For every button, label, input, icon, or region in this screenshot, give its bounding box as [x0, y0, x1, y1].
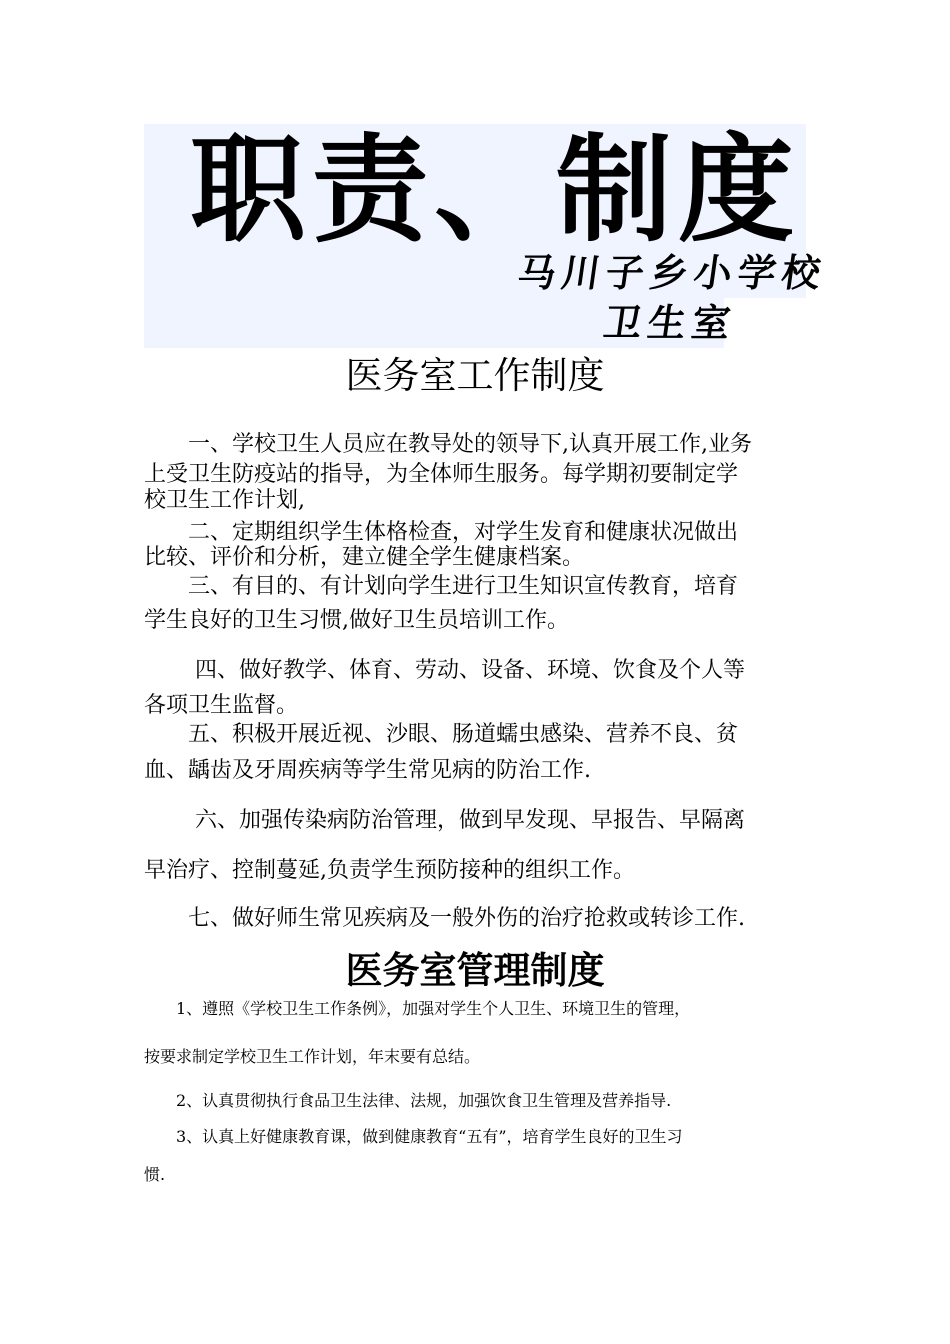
text-line: 3、认真上好健康教育课，做到健康教育“五有”，培育学生良好的卫生习	[144, 1127, 683, 1146]
text-line: 1、遵照《学校卫生工作条例》，加强对学生个人卫生、环境卫生的管理，	[144, 999, 691, 1018]
work-rule-7	[144, 904, 806, 934]
work-rule-6	[144, 806, 806, 886]
text-line: 五、积极开展近视、沙眼、肠道蠕虫感染、营养不良、贫	[144, 722, 739, 747]
manage-rule-3	[144, 1126, 806, 1186]
banner-school-name: 马川子乡小学校	[514, 250, 830, 295]
text-line: 学生良好的卫生习惯,做好卫生员培训工作。	[144, 608, 569, 633]
manage-rule-1	[144, 998, 806, 1068]
section2-title: 医务室管理制度	[345, 948, 605, 992]
text-line: 一、学校卫生人员应在教导处的领导下,认真开展工作,业务	[144, 432, 752, 457]
text-line: 各项卫生监督。	[144, 693, 299, 718]
text-line: 血、龋齿及牙周疾病等学生常见病的防治工作.	[144, 758, 591, 783]
text-line: 七、做好师生常见疾病及一般外伤的治疗抢救或转诊工作.	[144, 906, 745, 931]
text-line: 四、做好教学、体育、劳动、设备、环境、饮食及个人等	[144, 658, 745, 683]
manage-rule-2	[144, 1090, 806, 1112]
text-line: 三、有目的、有计划向学生进行卫生知识宣传教育，培育	[144, 574, 739, 599]
section1-title: 医务室工作制度	[345, 354, 605, 397]
text-line: 校卫生工作计划,	[144, 488, 305, 513]
work-rule-5	[144, 720, 806, 786]
text-line: 惯.	[144, 1165, 166, 1184]
text-line: 早治疗、控制蔓延,负责学生预防接种的组织工作。	[144, 858, 635, 883]
text-line: 二、定期组织学生体格检查，对学生发育和健康状况做出	[144, 520, 739, 545]
work-rule-2	[144, 518, 806, 570]
text-line: 六、加强传染病防治管理，做到早发现、早报告、早隔离	[144, 808, 745, 833]
work-rule-4	[144, 656, 806, 718]
banner-title: 职责、制度	[190, 123, 800, 258]
banner-room-name: 卫生室	[600, 300, 740, 345]
text-line: 2、认真贯彻执行食品卫生法律、法规，加强饮食卫生管理及营养指导.	[144, 1091, 672, 1110]
text-line: 上受卫生防疫站的指导，为全体师生服务。每学期初要制定学	[144, 462, 739, 487]
text-line: 比较、评价和分析，建立健全学生健康档案。	[144, 545, 585, 570]
text-line: 按要求制定学校卫生工作计划，年末要有总结。	[144, 1047, 481, 1066]
work-rule-1	[144, 430, 806, 512]
work-rule-3	[144, 572, 806, 636]
